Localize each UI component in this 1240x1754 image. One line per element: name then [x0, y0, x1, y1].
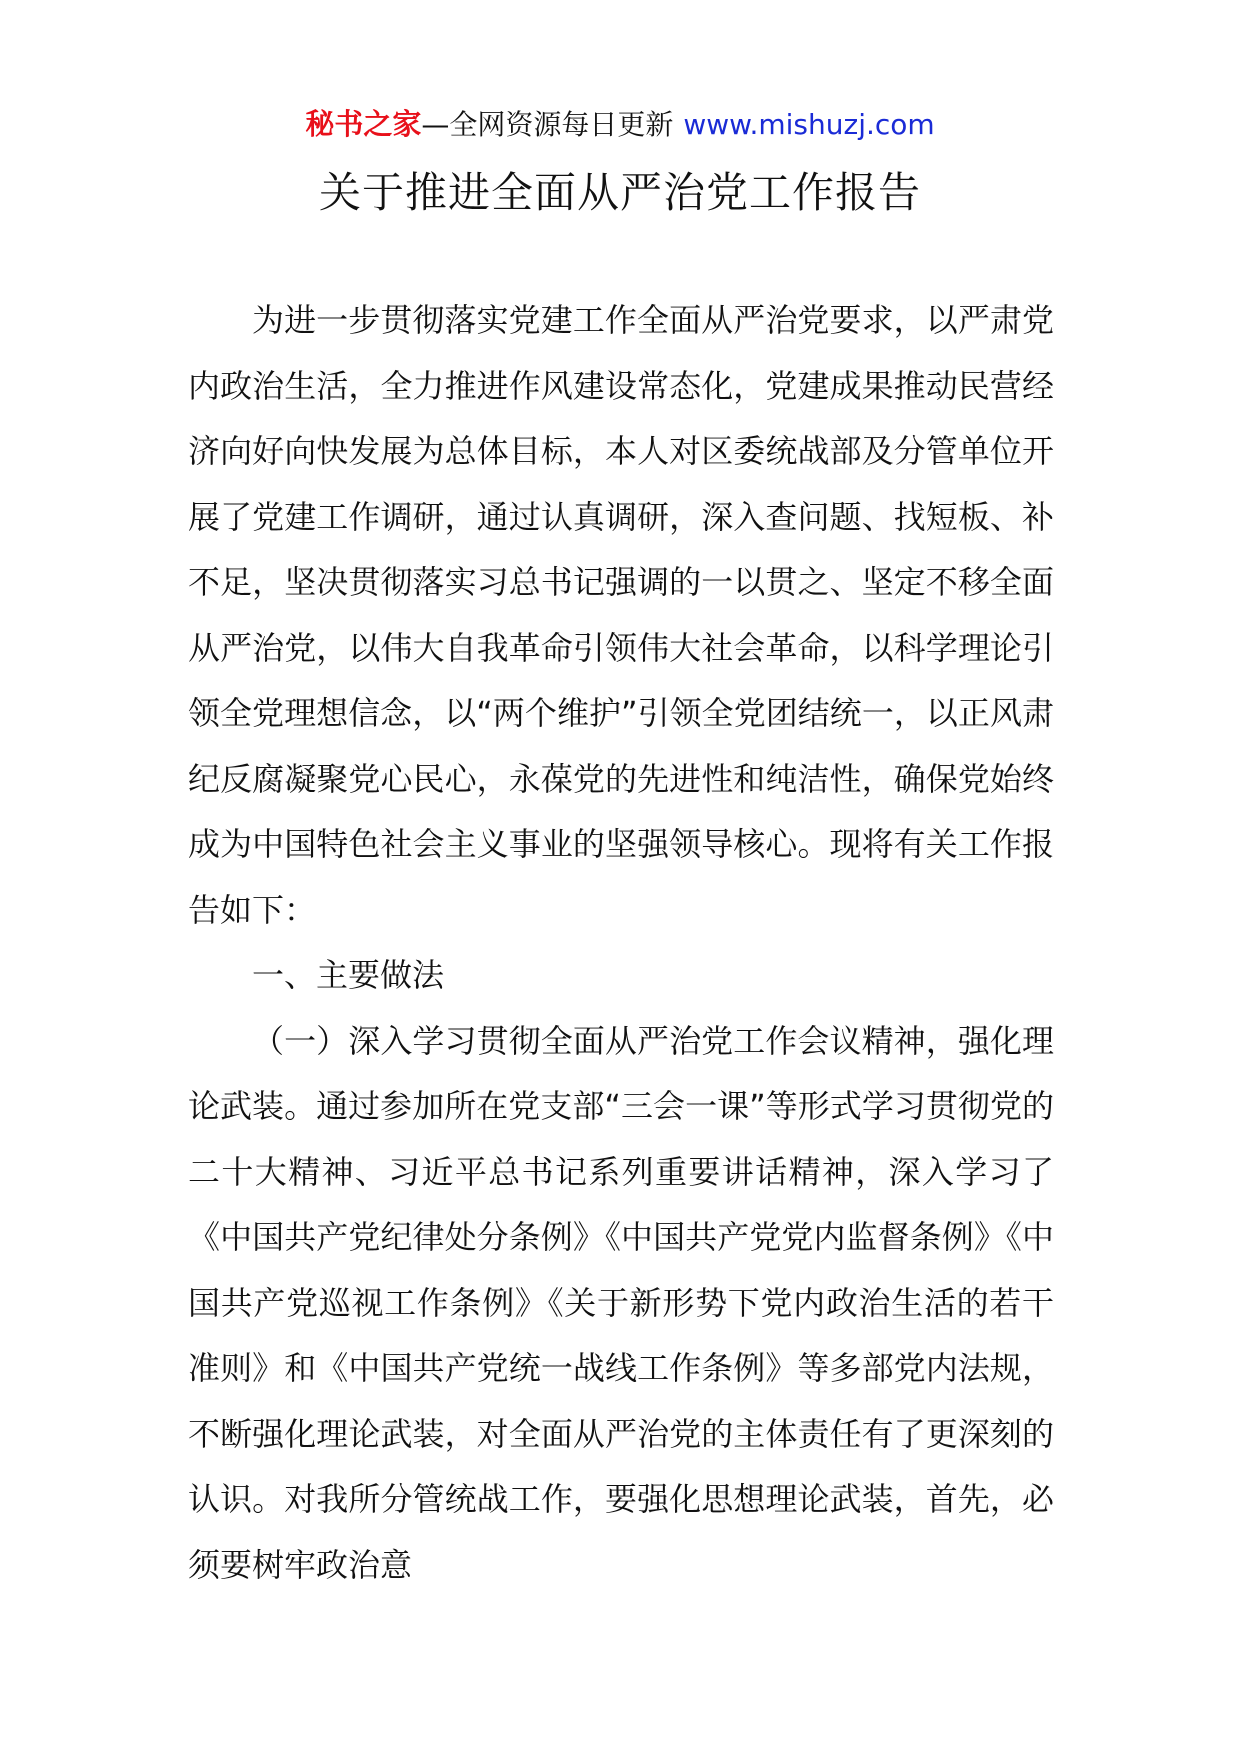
body-paragraph: （一）深入学习贯彻全面从严治党工作会议精神，强化理论武装。通过参加所在党支部“三会一课”等形式学习贯彻党的二十大精神、习近平总书记系列重要讲话精神，深入学习了《中国共产党纪律处分条例》《中国共产党党内监督条例》《中国共产党巡视工作条例》《关于新形势下党内政治生活的若干准则》和《中国共产党统一战线工作条例》等多部党内法规，不断强化理论武装，对全面从严治党的主体责任有了更深刻的认识。对我所分管统战工作，要强化思想理论武装，首先，必须要树牢政治意 [188, 1021, 1054, 1584]
intro-paragraph: 为进一步贯彻落实党建工作全面从严治党要求，以严肃党内政治生活，全力推进作风建设常态化，党建成果推动民营经济向好向快发展为总体目标，本人对区委统战部及分管单位开展了党建工作调研，通过认真调研，深入查问题、找短板、补不足，坚决贯彻落实习总书记强调的一以贯之、坚定不移全面从严治党，以伟大自我革命引领伟大社会革命，以科学理论引领全党理想信念，以“两个维护”引领全党团结统一，以正风肃纪反腐凝聚党心民心，永葆党的先进性和纯洁性，确保党始终成为中国特色社会主义事业的坚强领导核心。现将有关工作报告如下： [188, 301, 1054, 929]
header-slogan: —全网资源每日更新 [421, 108, 674, 141]
brand-name: 秘书之家 [305, 107, 422, 141]
site-url-link[interactable]: www.mishuzj.com [683, 108, 935, 141]
document-body [188, 288, 1054, 1598]
document-title: 关于推进全面从严治党工作报告 [318, 168, 921, 217]
section-heading: 一、主要做法 [252, 956, 445, 994]
watermark-header [0, 104, 1240, 145]
